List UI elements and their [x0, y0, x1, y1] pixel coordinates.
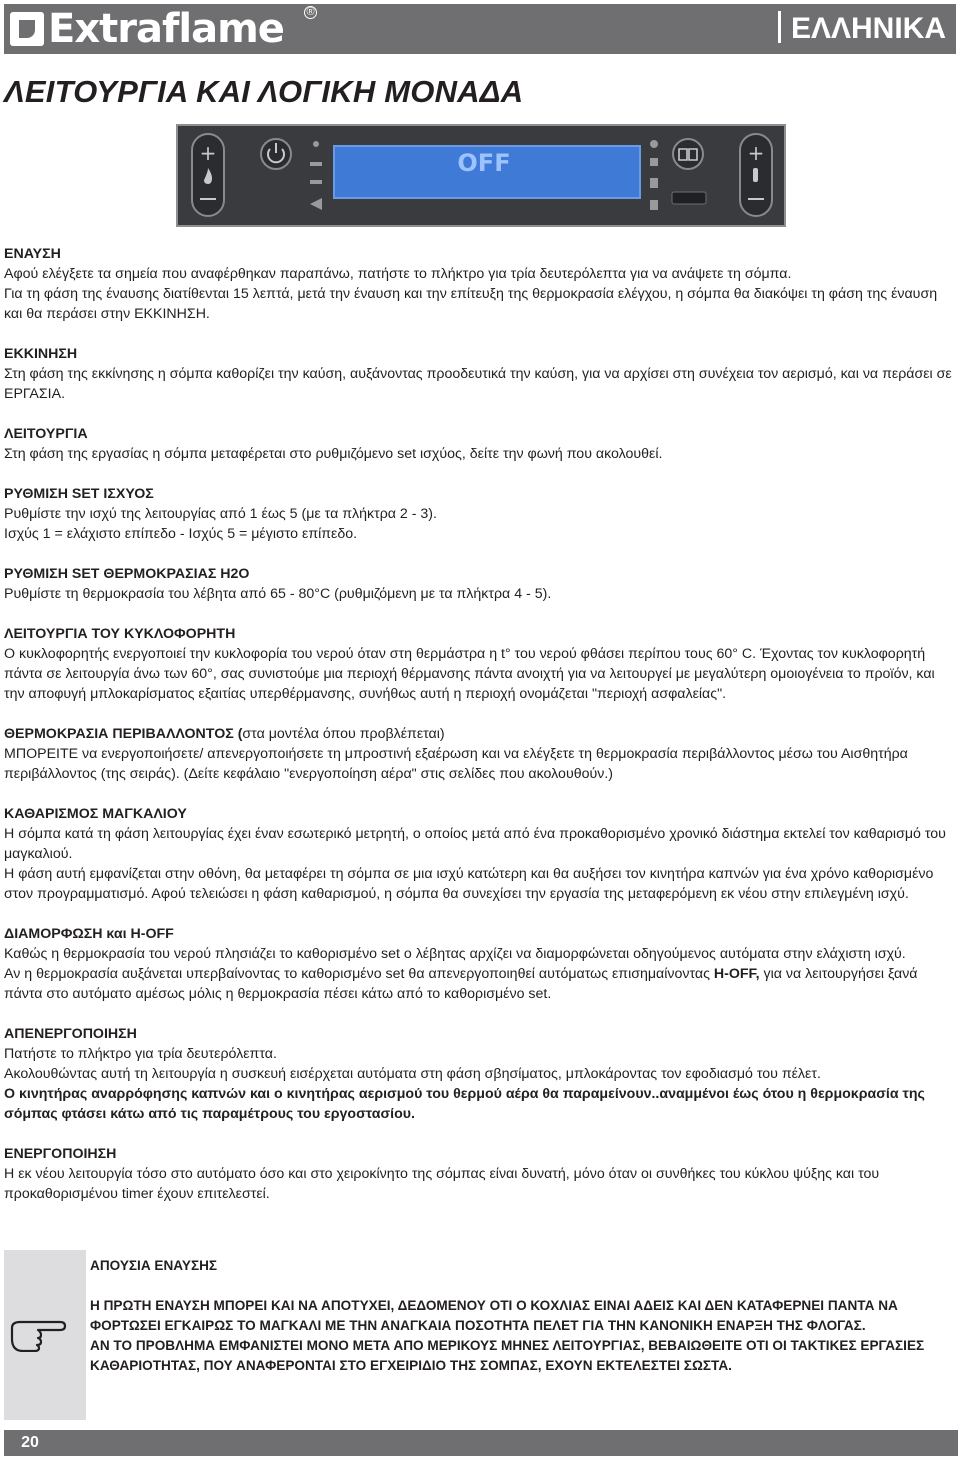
paragraph: Ρυθμίστε την ισχύ της λειτουργίας από 1 έως 5 (με τα πλήκτρα 2 - 3).: [4, 506, 437, 522]
section-title: ΛΕΙΤΟΥΡΓΙΑ ΤΟΥ ΚΥΚΛΟΦΟΡΗΤΗ: [4, 626, 236, 642]
plus-icon-right: +: [747, 141, 765, 165]
paragraph: Ο κυκλοφορητής ενεργοποιεί την κυκλοφορία του νερού όταν στη θερμάστρα η t° του νερού φθάσει περίπου τους 60° C. Έχοντας τον κυκλοφορητή πάντα σε λειτουργία άνω των 60°, σας συνιστούμε μια περιοχή θέρμανσης πάντα ανοιχτή για να λειτουργεί με μεγαλύτερη ομοιογένεια το προϊόν, και την αποφυγή μπλοκαρίσματος εξαιτίας υπερθέρμανσης, συνήθως αυτή η περιοχή ονομάζεται "περιοχή ασφαλείας".: [4, 646, 935, 702]
section-enausi: [4, 244, 958, 324]
paragraph: Καθώς η θερμοκρασία του νερού πλησιάζει το καθορισμένο set ο λέβητας αρχίζει να διαμορφώνεται οδηγούμενος αυτόματα στην ελάχιστη ισχύ.: [4, 946, 906, 962]
section-title: ΕΝΑΥΣΗ: [4, 246, 61, 262]
control-panel-illustration: [176, 124, 786, 227]
minus-icon: [200, 198, 216, 200]
paragraph: Στη φάση της εκκίνησης η σόμπα καθορίζει την καύση, αυξάνοντας προοδευτικά την καύση, για να αρχίσει στη συνέχεια τον αερισμό, και να περάσει σε ΕΡΓΑΣΙΑ.: [4, 366, 952, 402]
paragraph: Η φάση αυτή εμφανίζεται στην οθόνη, θα μεταφέρει τη σόμπα σε μια ισχύ κατώτερη και θα αυξήσει τον κινητήρα καπνών για ένα χρόνο καθορισμένο στον προγραμματισμό. Αφού τελειώσει η φάση καθαρισμού, η σόμπα θα συνεχίσει την εργασία της μεταφερόμενη εκ νέου στην επιλεγμένη ισχύ.: [4, 866, 934, 902]
paragraph: Ρυθμίστε τη θερμοκρασία του λέβητα από 65 - 80°C (ρυθμιζόμενη με τα πλήκτρα 4 - 5).: [4, 586, 552, 602]
section-ekkinisi: [4, 344, 958, 404]
footer-bar: [4, 1430, 958, 1456]
brand-logo-mark: [10, 12, 44, 46]
paragraph: Πατήστε το πλήκτρο για τρία δευτερόλεπτα.: [4, 1046, 277, 1062]
section-set-temperature: [4, 564, 958, 604]
paragraph: Για τη φάση της έναυσης διατίθενται 15 λεπτά, μετά την έναυση και την επίτευξη της θερμοκρασία ελέγχου, η σόμπα θα διακόψει τη φάση της έναυση και θα περάσει στην ΕΚΚΙΝΗΣΗ.: [4, 286, 938, 322]
thermometer-icon: [753, 168, 758, 182]
section-title: ΛΕΙΤΟΥΡΓΙΑ: [4, 426, 88, 442]
section-circulator: [4, 624, 958, 704]
paragraph: ΜΠΟΡΕΙΤΕ να ενεργοποιήσετε/ απενεργοποιήσετε τη μπροστινή εξαέρωση και να ελέγξετε τη θερμοκρασία περιβάλλοντος μέσω του Αισθητήρα περιβάλλοντος (της σειράς). (Δείτε κεφάλαιο "ενεργοποίηση αέρα" στις σελίδες που ακολουθούν.): [4, 746, 908, 782]
power-icon-line: [275, 143, 277, 153]
registered-mark: ®: [304, 6, 317, 19]
section-title: ΔΙΑΜΟΡΦΩΣΗ και H-OFF: [4, 926, 174, 942]
sun-status-icon: [650, 140, 658, 148]
chrono-status-icon: [650, 178, 658, 188]
paragraph: Αφού ελέγξετε τα σημεία που αναφέρθηκαν παραπάνω, πατήστε το πλήκτρο για τρία δευτερόλεπτα για να ανάψετε τη σόμπα.: [4, 266, 792, 282]
alarm-status-icon: [650, 200, 658, 210]
warning-note-body: [86, 1250, 958, 1420]
paragraph: Ακολουθώντας αυτή τη λειτουργία η συσκευή εισέρχεται αυτόματα στη φάση σβησίματος, μπλοκάροντας τον εφοδιασμό του πέλετ.: [4, 1066, 821, 1082]
section-title: ΕΝΕΡΓΟΠΟΙΗΣΗ: [4, 1146, 117, 1162]
fan-status-icon: [310, 162, 322, 166]
note-title: ΑΠΟΥΣΙΑ ΕΝΑΥΣΗΣ: [90, 1258, 218, 1273]
control-panel-drawing: [178, 126, 784, 225]
language-label: [778, 4, 946, 54]
right-status-icons: [650, 140, 658, 210]
section-title-main: ΘΕΡΜΟΚΡΑΣΙΑ ΠΕΡΙΒΑΛΛΟΝΤΟΣ (: [4, 726, 243, 742]
page-number: 20: [21, 1434, 39, 1451]
menu-button: [673, 139, 703, 169]
h-off-label: H-OFF,: [713, 966, 760, 982]
sound-status-icon: [310, 198, 322, 210]
section-leitourgia: [4, 424, 958, 464]
section-title: [4, 724, 958, 744]
paragraph: Η εκ νέου λειτουργία τόσο στο αυτόματο όσο και στο χειροκίνητο της σόμπας είναι δυνατή, μόνο όταν οι συνθήκες του κύκλου ψύξης και του προκαθορισμένου timer έχουν επιτελεστεί.: [4, 1166, 880, 1202]
section-title: ΚΑΘΑΡΙΣΜΟΣ ΜΑΓΚΑΛΙΟΥ: [4, 806, 187, 822]
paragraph: Στη φάση της εργασίας η σόμπα μεταφέρεται στο ρυθμιζόμενο set ισχύος, δείτε την φωνή που ακολουθεί.: [4, 446, 663, 462]
warning-note: [4, 1250, 958, 1420]
minus-icon-right: [748, 198, 764, 200]
pump-status-icon: [310, 180, 322, 184]
section-brazier-cleaning: [4, 804, 958, 904]
temperature-status-icon: [313, 141, 319, 147]
brand-name: Extraflame: [48, 6, 284, 52]
section-title: ΡΥΘΜΙΣΗ SET ΙΣΧΥΟΣ: [4, 486, 154, 502]
section-title: ΕΚΚΙΝΗΣΗ: [4, 346, 78, 362]
header-bar: [4, 4, 956, 54]
left-status-icons: [310, 141, 322, 210]
section-title: ΑΠΕΝΕΡΓΟΠΟΙΗΣΗ: [4, 1026, 137, 1042]
indicator-window: [672, 192, 706, 204]
paragraph: Η σόμπα κατά τη φάση λειτουργίας έχει έναν εσωτερικό μετρητή, ο οποίος μετά από ένα προκαθορισμένο χρονικό διάστημα εκτελεί τον καθαρισμό του μαγκαλιού.: [4, 826, 946, 862]
brand-logo: [10, 8, 284, 50]
paragraph: [4, 964, 958, 1004]
paragraph: Ισχύς 1 = ελάχιστο επίπεδο - Ισχύς 5 = μέγιστο επίπεδο.: [4, 526, 358, 542]
timer-status-icon: [650, 158, 658, 166]
section-reactivation: [4, 1144, 958, 1204]
section-title: ΡΥΘΜΙΣΗ SET ΘΕΡΜΟΚΡΑΣΙΑΣ H2O: [4, 566, 250, 582]
paragraph-bold: Ο κινητήρας αναρρόφησης καπνών και ο κινητήρας αερισμού του θερμού αέρα θα παραμείνουν..αναμμένοι έως ότου η θερμοκρασία της σόμπας φτάσει κάτω από τις παραμέτρους του εργοστασίου.: [4, 1086, 925, 1122]
section-title-suffix: στα μοντέλα όπου προβλέπεται): [242, 726, 445, 742]
section-modulation: [4, 924, 958, 1004]
paragraph-part: για να λειτουργήσει ξανά πάντα στο αυτόματο αμέσως μόλις η θερμοκρασία πέσει κάτω από το καθορισμένο set.: [4, 966, 918, 1002]
page-title: ΛΕΙΤΟΥΡΓΙΑ ΚΑΙ ΛΟΓΙΚΗ ΜΟΝΑΔΑ: [4, 74, 524, 109]
section-set-power: [4, 484, 958, 544]
display-text: OFF: [457, 149, 511, 177]
language-divider: [778, 11, 781, 43]
note-paragraph: Η ΠΡΩΤΗ ΕΝΑΥΣΗ ΜΠΟΡΕΙ ΚΑΙ ΝΑ ΑΠΟΤΥΧΕΙ, ΔΕΔΟΜΕΝΟΥ ΟΤΙ Ο ΚΟΧΛΙΑΣ ΕΙΝΑΙ ΑΔΕΙΣ ΚΑΙ ΔΕΝ ΚΑΤΑΦΕΡΝΕΙ ΠΑΝΤΑ ΝΑ ΦΟΡΤΩΣΕΙ ΕΓΚΑΙΡΩΣ ΤΟ ΜΑΓΚΑΛΙ ΜΕ ΤΗΝ ΑΝΑΓΚΑΙΑ ΠΟΣΟΤΗΤΑ ΠΕΛΕΤ ΓΙΑ ΤΗΝ ΚΑΝΟΝΙΚΗ ΕΝΑΡΞΗ ΤΗΣ ΦΛΟΓΑΣ.: [90, 1298, 898, 1333]
section-room-temperature: [4, 724, 958, 784]
plus-icon: +: [199, 141, 217, 165]
paragraph-part: Αν η θερμοκρασία αυξάνεται υπερβαίνοντας το καθορισμένο set θα απενεργοποιηθεί αυτόματως επισημαίνοντας: [4, 966, 714, 982]
language-text: ΕΛΛΗΝΙΚΑ: [790, 12, 946, 45]
section-shutdown: [4, 1024, 958, 1124]
pointing-hand-icon: [8, 1312, 72, 1352]
note-paragraph: ΑΝ ΤΟ ΠΡΟΒΛΗΜΑ ΕΜΦΑΝΙΣΤΕΙ ΜΟΝΟ ΜΕΤΑ ΑΠΟ ΜΕΡΙΚΟΥΣ ΜΗΝΕΣ ΛΕΙΤΟΥΡΓΙΑΣ, ΒΕΒΑΙΩΘΕΙΤΕ ΟΤΙ ΟΙ ΤΑΚΤΙΚΕΣ ΕΡΓΑΣΙΕΣ ΚΑΘΑΡΙΟΤΗΤΑΣ, ΠΟΥ ΑΝΑΦΕΡΟΝΤΑΙ ΣΤΟ ΕΓΧΕΙΡΙΔΙΟ ΤΗΣ ΣΟΜΠΑΣ, ΕΧΟΥΝ ΕΚΤΕΛΕΣΤΕΙ ΣΩΣΤΑ.: [90, 1338, 925, 1373]
main-content: [4, 244, 958, 1224]
